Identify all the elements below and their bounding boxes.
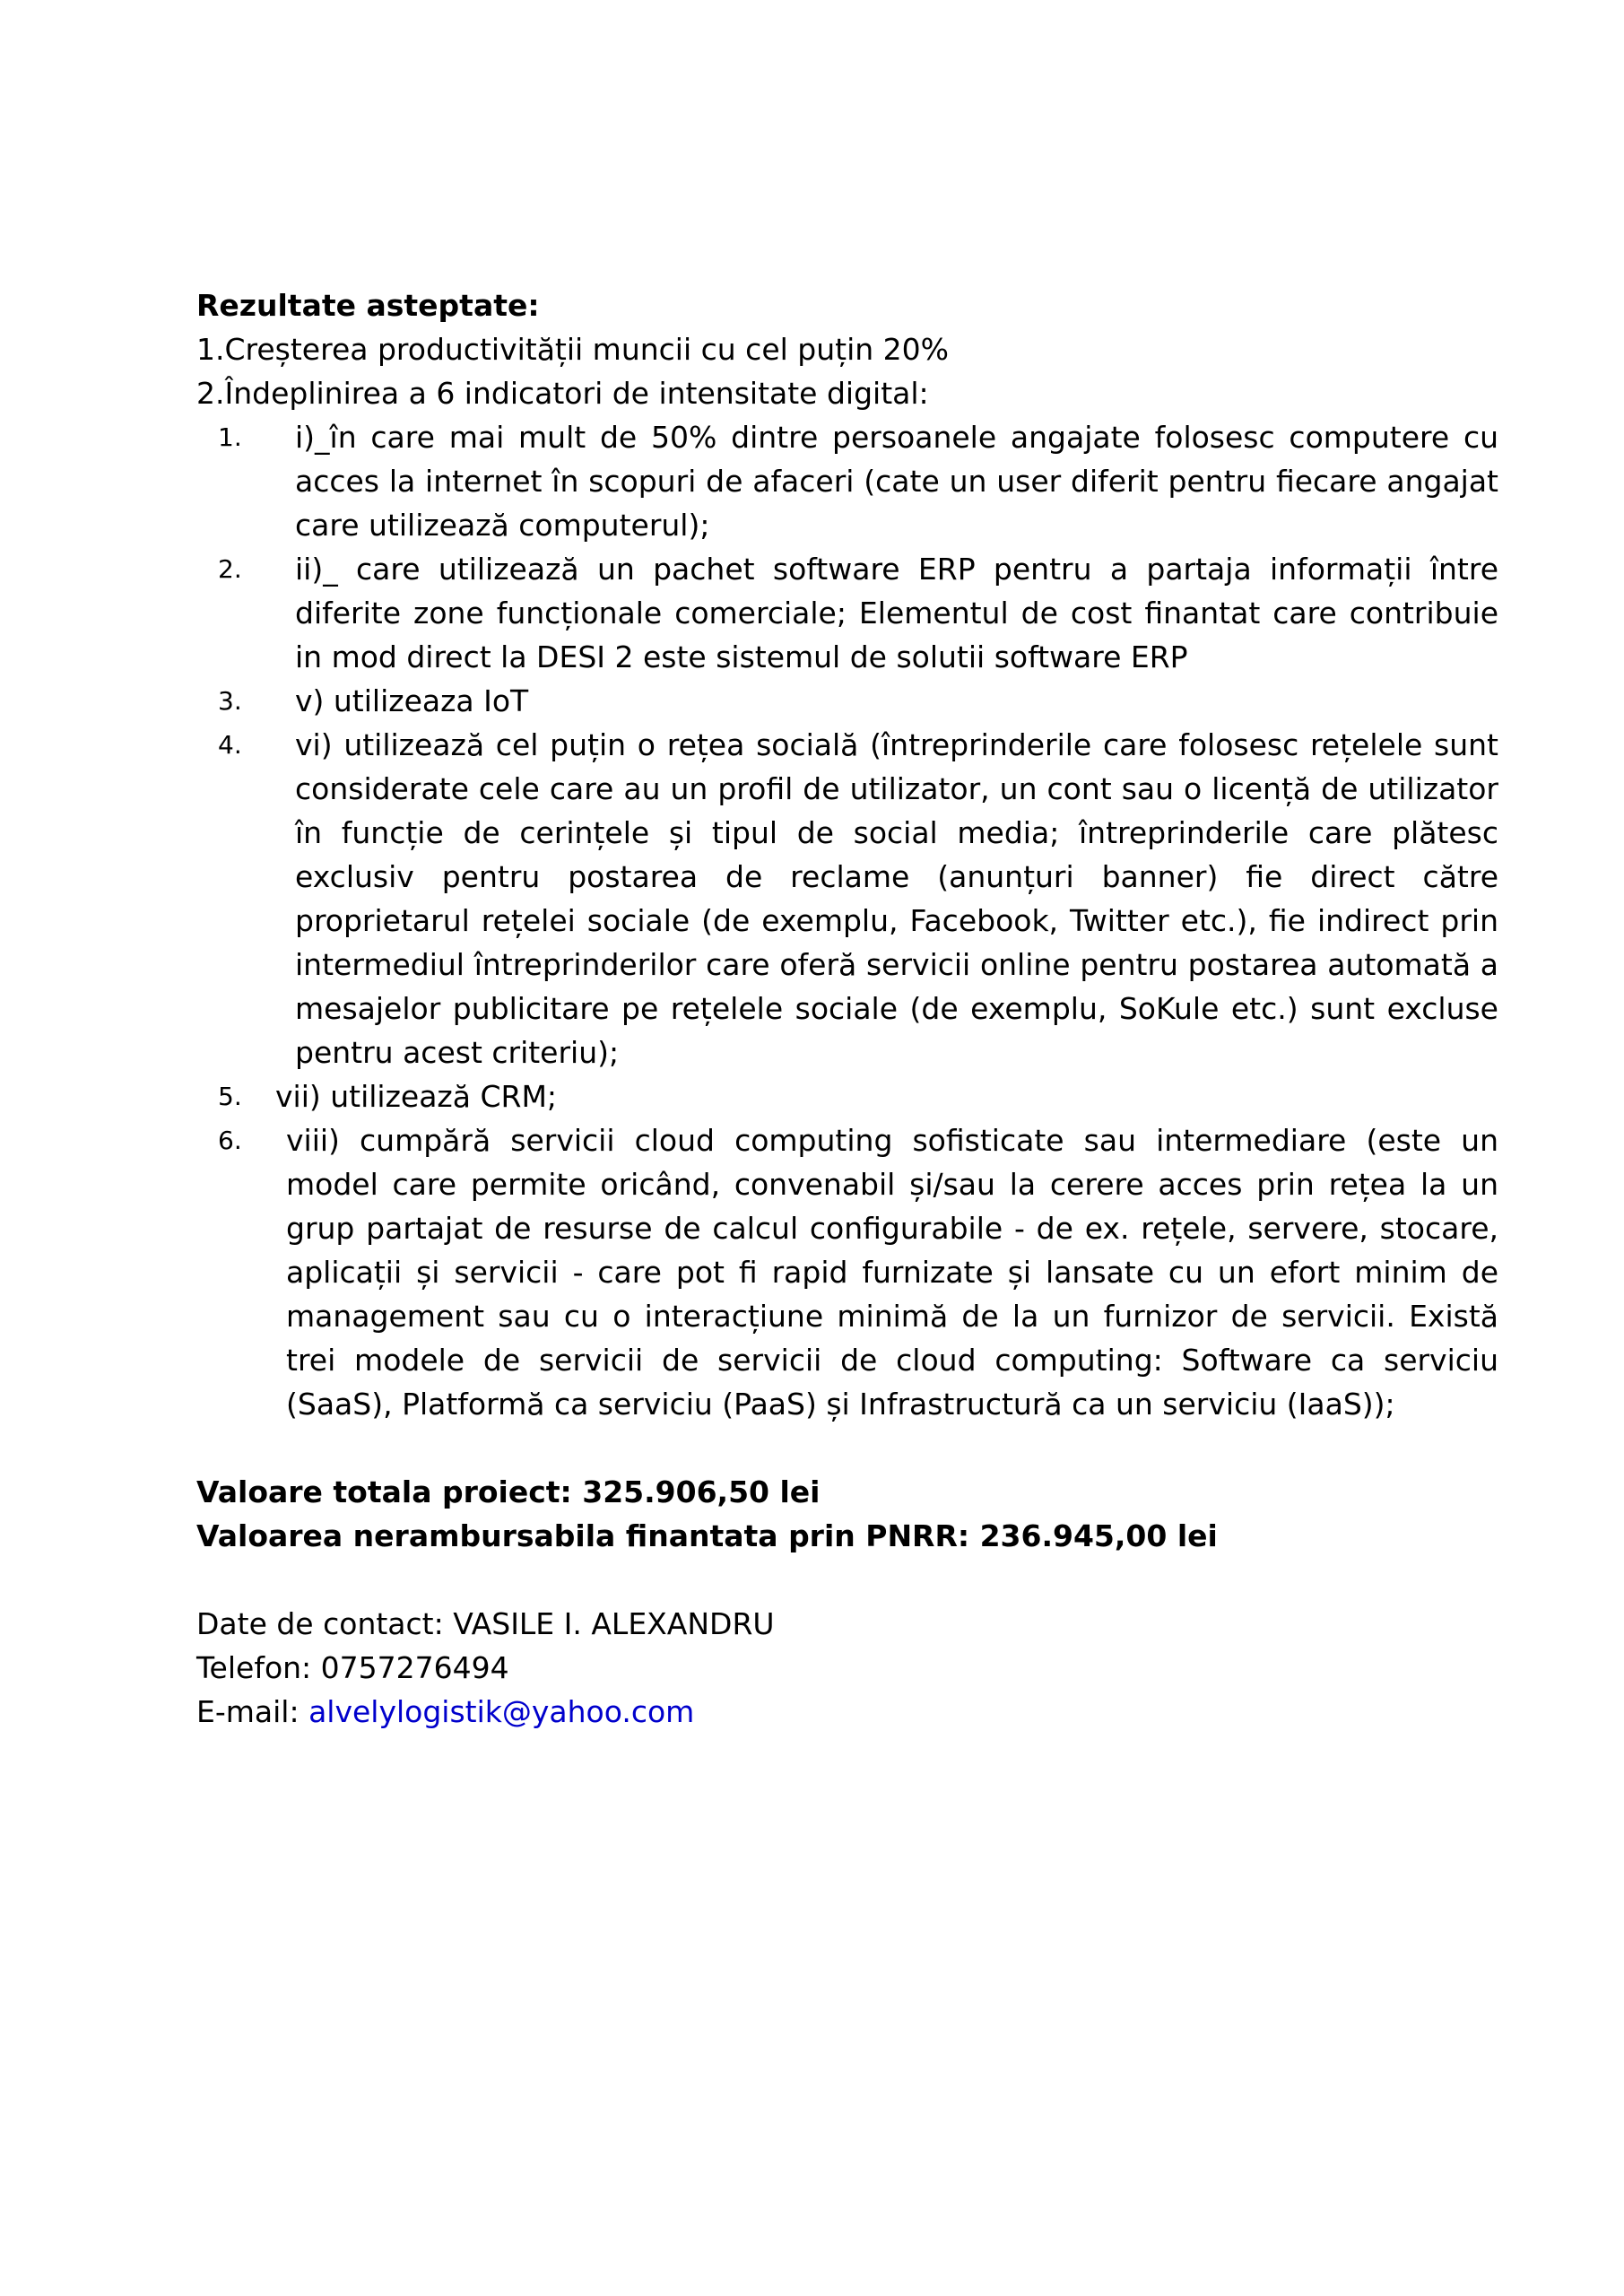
indicator-number: 5. — [218, 1082, 242, 1111]
indicator-text: viii) cumpără servicii cloud computing sofisticate sau intermediare (este un model care permite oricând, convenabil și/sau la cerere acces prin rețea la un grup partajat de resurse de calcul configurabile - de ex. rețele, servere, stocare, aplicații și servicii - care pot fi rapid furnizate și lansate cu un efort minim de management sau cu o interacțiune minimă de la un furnizor de servicii. Există trei modele de servicii de servicii de cloud computing: Software ca serviciu (SaaS), Platformă ca serviciu (PaaS) și Infrastructură ca un serviciu (IaaS)); — [286, 1123, 1498, 1422]
indicator-text: vii) utilizează CRM; — [275, 1079, 558, 1114]
indicator-number: 4. — [218, 730, 242, 760]
contact-email-line — [196, 1690, 1498, 1734]
email-label: E-mail: — [196, 1694, 309, 1729]
indicator-item — [196, 415, 1498, 547]
indicator-text: v) utilizeaza IoT — [295, 683, 529, 718]
result-item-2: 2.Îndeplinirea a 6 indicatori de intensitate digital: — [196, 376, 929, 411]
result-item-1: 1.Creșterea productivității muncii cu cel puțin 20% — [196, 332, 950, 367]
indicator-text: ii)_ care utilizează un pachet software ERP pentru a partaja informații între diferite zone funcționale comerciale; Elementul de cost finantat care contribuie in mod direct la DESI 2 este sistemul de solutii software ERP — [295, 552, 1498, 674]
document-page — [196, 283, 1498, 1734]
contact-phone: Telefon: 0757276494 — [196, 1650, 509, 1685]
indicator-number: 6. — [218, 1126, 242, 1155]
total-project-value: Valoare totala proiect: 325.906,50 lei — [196, 1474, 821, 1509]
contact-person: Date de contact: VASILE I. ALEXANDRU — [196, 1606, 775, 1641]
grant-value: Valoarea nerambursabila finantata prin PNRR: 236.945,00 lei — [196, 1518, 1218, 1553]
email-link[interactable]: alvelylogistik@yahoo.com — [308, 1694, 695, 1729]
spacer — [196, 1426, 1498, 1470]
indicator-item — [196, 1118, 1498, 1426]
indicator-item — [196, 1074, 1498, 1118]
indicator-text: vi) utilizează cel puțin o rețea socială (întreprinderile care folosesc rețelele sunt considerate cele care au un profil de utilizator, un cont sau o licență de utilizator în funcție de cerințele și tipul de social media; întreprinderile care plătesc exclusiv pentru postarea de reclame (anunțuri banner) fie direct către proprietarul rețelei sociale (de exemplu, Facebook, Twitter etc.), fie indirect prin intermediul întreprinderilor care oferă servicii online pentru postarea automată a mesajelor publicitare pe rețelele sociale (de exemplu, SoKule etc.) sunt excluse pentru acest criteriu); — [295, 727, 1498, 1070]
indicator-number: 2. — [218, 554, 242, 584]
indicator-number: 3. — [218, 686, 242, 716]
indicator-item — [196, 547, 1498, 679]
spacer — [196, 1558, 1498, 1602]
indicator-number: 1. — [218, 422, 242, 452]
indicator-text: i)_în care mai mult de 50% dintre persoanele angajate folosesc computere cu acces la internet în scopuri de afaceri (cate un user diferit pentru fiecare angajat care utilizează computerul); — [295, 420, 1498, 543]
indicators-list — [196, 415, 1498, 1426]
indicator-item — [196, 679, 1498, 723]
section-heading: Rezultate asteptate: — [196, 288, 540, 323]
indicator-item — [196, 723, 1498, 1074]
